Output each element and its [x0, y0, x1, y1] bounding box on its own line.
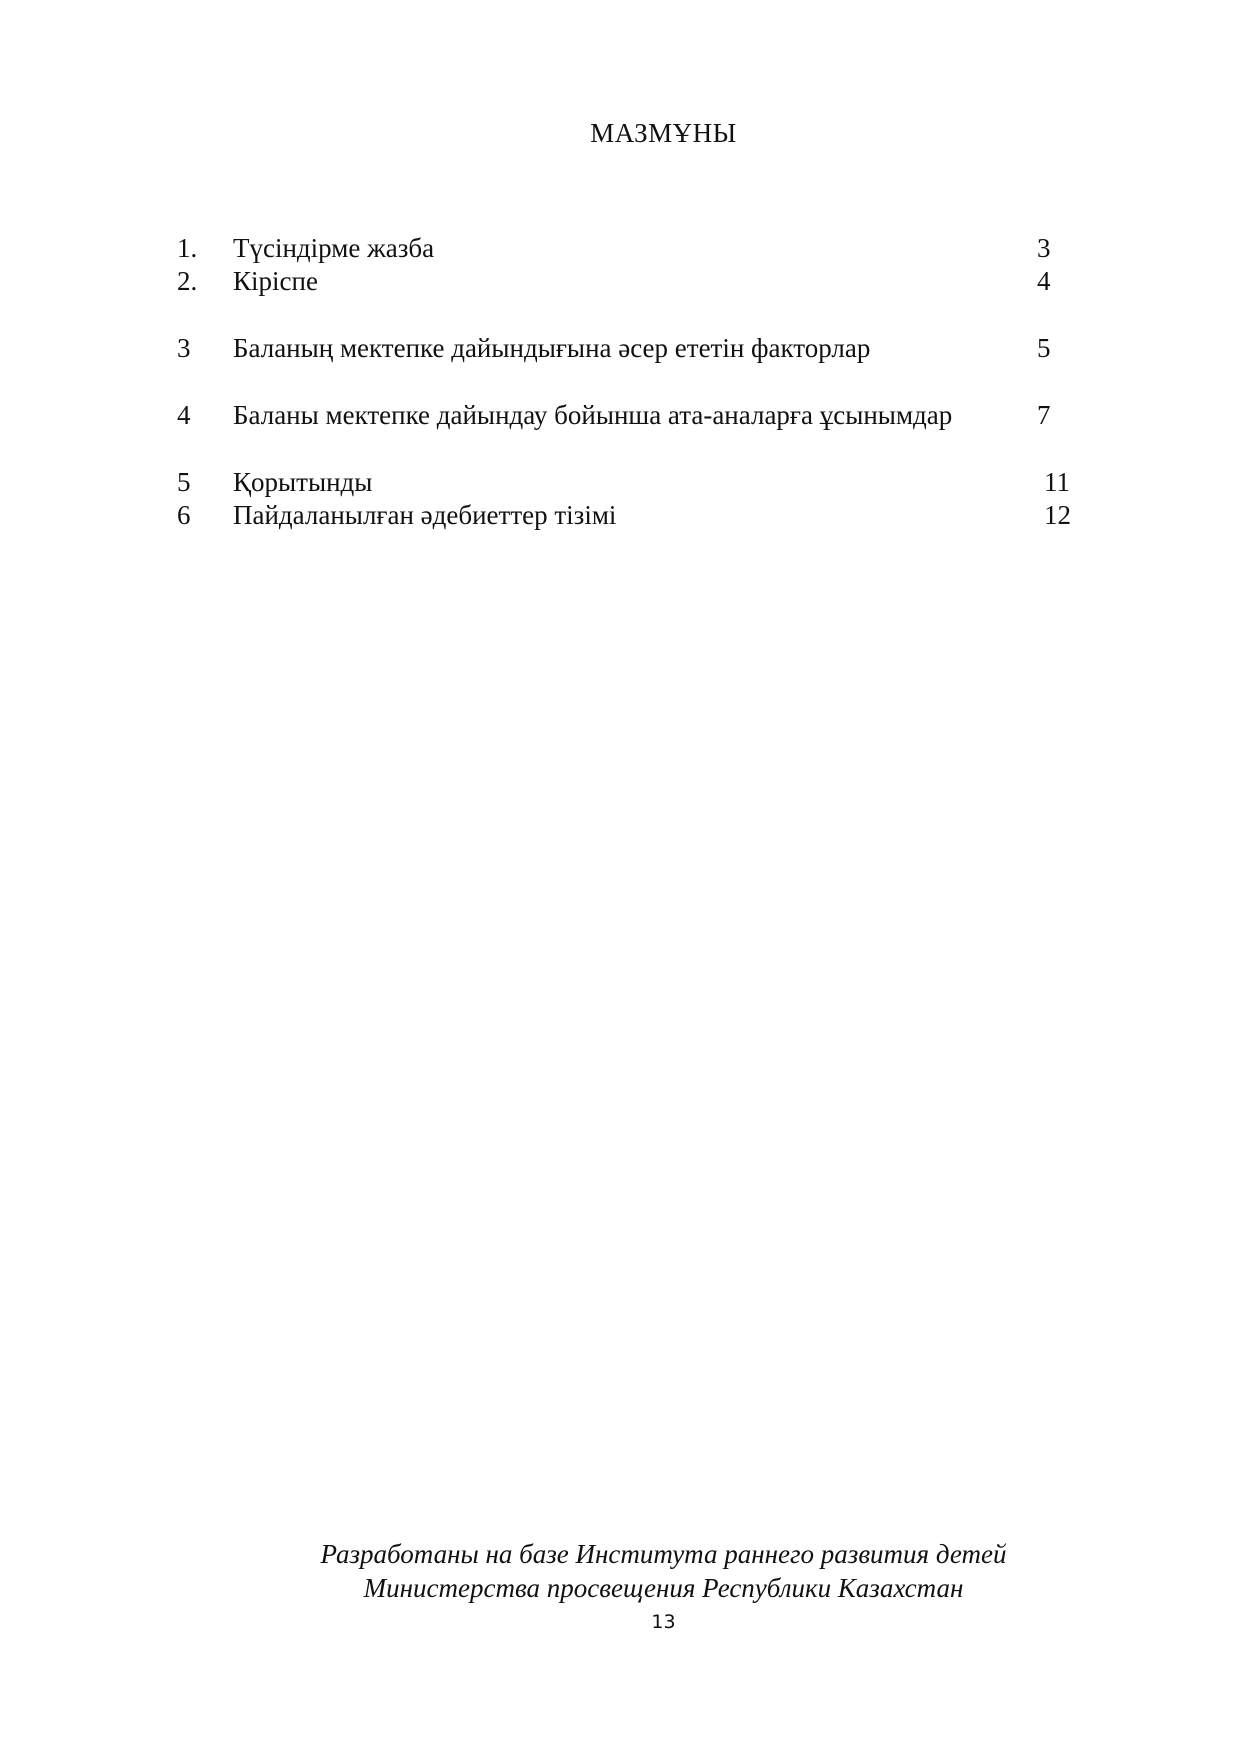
toc-row	[0, 265, 1241, 297]
footer-line: Разработаны на базе Института раннего развития детей	[320, 1539, 1007, 1569]
toc-title: Түсіндірме жазба	[233, 233, 435, 263]
footer-line: Министерства просвещения Республики Казахстан	[363, 1573, 964, 1603]
toc-title: Баланың мектепке дайындығына әсер ететін факторлар	[233, 333, 871, 363]
toc-row	[0, 466, 1241, 498]
toc-title: Қорытынды	[233, 467, 373, 497]
toc-number: 4	[177, 400, 191, 430]
page-title: МАЗМҰНЫ	[590, 118, 737, 148]
toc-row	[0, 232, 1241, 264]
toc-number: 1.	[177, 233, 198, 263]
toc-number: 3	[177, 333, 191, 363]
toc-page: 5	[1037, 333, 1051, 363]
table-of-contents	[0, 0, 1241, 600]
toc-number: 6	[177, 500, 191, 530]
toc-row	[0, 399, 1241, 431]
toc-title: Пайдаланылған әдебиеттер тізімі	[233, 500, 617, 530]
toc-page: 11	[1044, 467, 1070, 497]
toc-row	[0, 499, 1241, 531]
toc-page: 7	[1037, 400, 1051, 430]
toc-title: Кіріспе	[233, 266, 318, 296]
toc-number: 2.	[177, 266, 198, 296]
footer-note	[0, 1537, 1241, 1605]
toc-title: Баланы мектепке дайындау бойынша ата-аналарға ұсынымдар	[233, 400, 953, 430]
toc-page: 4	[1037, 266, 1051, 296]
page-number: 13	[651, 1611, 676, 1633]
toc-page: 3	[1037, 233, 1051, 263]
toc-number: 5	[177, 467, 191, 497]
toc-page: 12	[1044, 500, 1071, 530]
toc-row	[0, 332, 1241, 364]
